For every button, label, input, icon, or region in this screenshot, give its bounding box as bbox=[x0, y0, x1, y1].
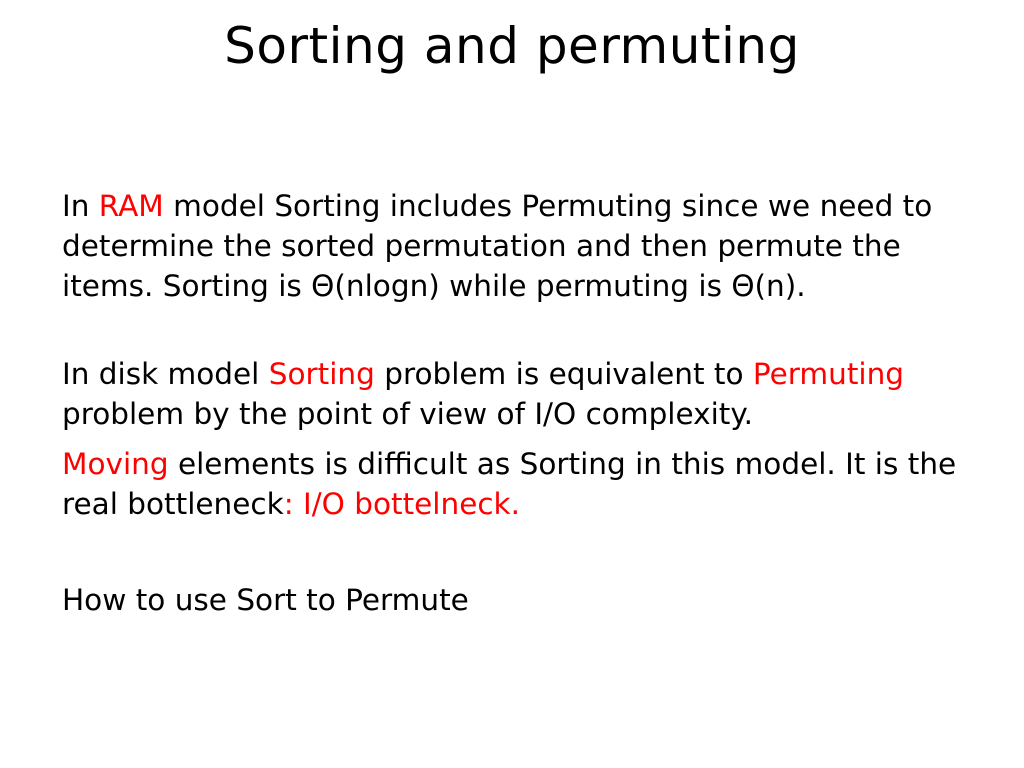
highlight-io-bottleneck: : I/O bottelneck. bbox=[283, 487, 521, 521]
paragraph-ram-model bbox=[62, 186, 972, 306]
highlight-sorting: Sorting bbox=[268, 357, 375, 391]
slide-body bbox=[62, 186, 972, 620]
paragraph-disk-model bbox=[62, 354, 972, 434]
highlight-permuting: Permuting bbox=[752, 357, 905, 391]
paragraph-ram-prefix: In bbox=[62, 189, 99, 223]
paragraph-disk-rest: problem by the point of view of I/O complexity. bbox=[62, 397, 753, 431]
paragraph-moving-middle: elements is difficult as Sorting in this model. It is the real bottleneck bbox=[62, 447, 957, 521]
paragraph-disk-middle: problem is equivalent to bbox=[374, 357, 753, 391]
paragraph-moving bbox=[62, 444, 972, 524]
highlight-moving: Moving bbox=[62, 447, 169, 481]
paragraph-disk-prefix: In disk model bbox=[62, 357, 269, 391]
paragraph-how-to: How to use Sort to Permute bbox=[62, 583, 469, 617]
slide-title: Sorting and permuting bbox=[224, 17, 800, 75]
highlight-ram: RAM bbox=[98, 189, 164, 223]
paragraph-ram-rest: model Sorting includes Permuting since we need to determine the sorted permutation and then permute the items. Sorting is Θ(nlogn) while permuting is Θ(n). bbox=[62, 189, 933, 303]
